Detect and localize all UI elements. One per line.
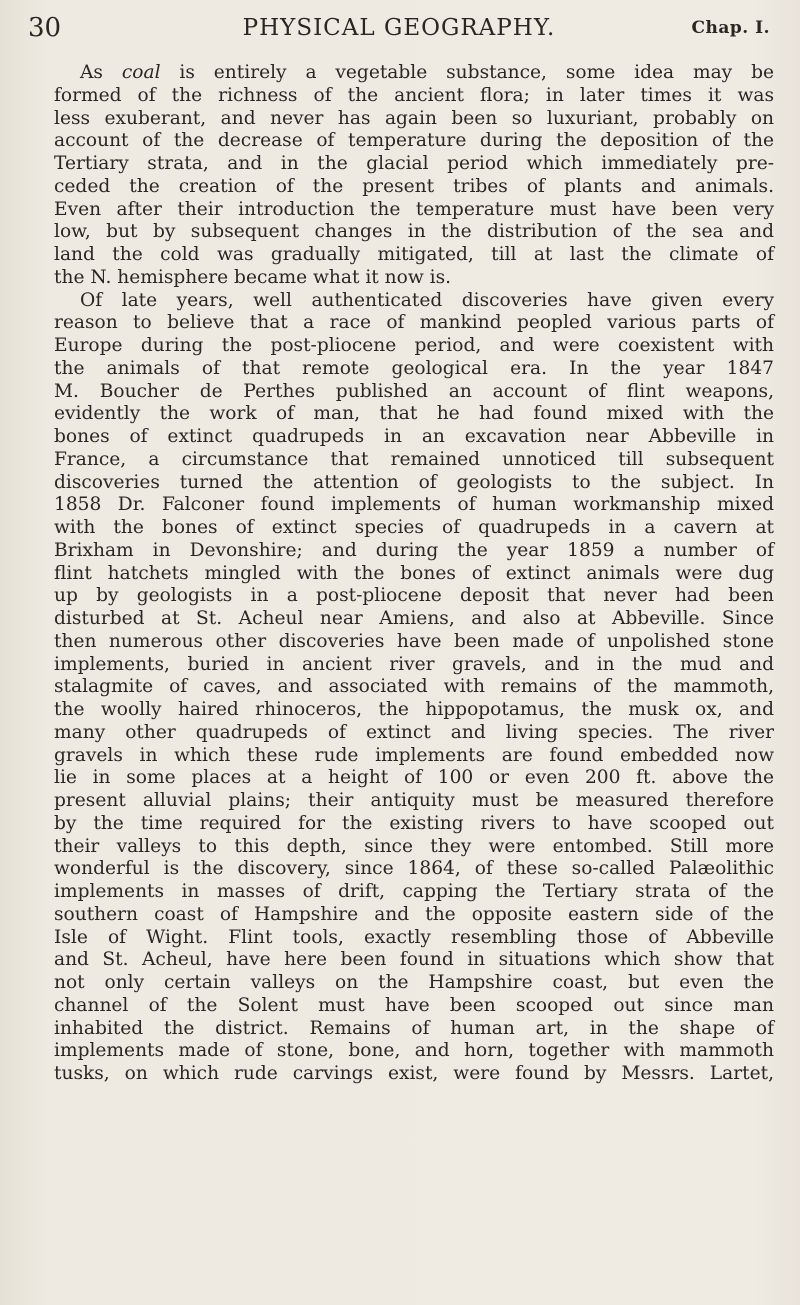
text-line: As coal is entirely a vegetable substance, some idea may be <box>80 62 774 83</box>
text-line: implements made of stone, bone, and horn, together with mammoth <box>54 1040 774 1062</box>
running-title: PHYSICAL GEOGRAPHY. <box>242 15 556 41</box>
text-line: lie in some places at a height of 100 or even 200 ft. above the <box>54 767 774 789</box>
text-line: reason to believe that a race of mankind peopled various parts of <box>54 312 774 334</box>
text-line: their valleys to this depth, since they were entombed. Still more <box>54 835 774 857</box>
text-line: and St. Acheul, have here been found in situations which show that <box>54 949 774 971</box>
text-line: discoveries turned the attention of geologists to the subject. In <box>54 471 774 493</box>
text-line: ceded the creation of the present tribes of plants and animals. <box>54 175 774 197</box>
text-line: many other quadrupeds of extinct and living species. The river <box>54 721 774 743</box>
text-line: Europe during the post-pliocene period, and were coexistent with <box>54 335 774 356</box>
text-line: stalagmite of caves, and associated with remains of the mammoth, <box>54 676 774 698</box>
text-line: less exuberant, and never has again been so luxuriant, probably on <box>54 107 774 129</box>
text-line: account of the decrease of temperature during the deposition of the <box>54 130 774 152</box>
text-line: bones of extinct quadrupeds in an excavation near Abbeville in <box>54 426 774 447</box>
text-line: evidently the work of man, that he had found mixed with the <box>54 403 774 425</box>
text-line: present alluvial plains; their antiquity must be measured therefore <box>54 790 774 811</box>
text-line: not only certain valleys on the Hampshire coast, but even the <box>54 972 774 993</box>
text-line: then numerous other discoveries have been made of unpolished stone <box>54 630 774 652</box>
page-number: 30 <box>28 13 62 43</box>
text-line: implements, buried in ancient river gravels, and in the mud and <box>54 653 774 675</box>
text-line: by the time required for the existing rivers to have scooped out <box>54 812 774 834</box>
text-line: southern coast of Hampshire and the opposite eastern side of the <box>54 903 774 925</box>
text-line: Even after their introduction the temperature must have been very <box>54 198 774 220</box>
text-line: low, but by subsequent changes in the distribution of the sea and <box>54 221 774 243</box>
text-line: M. Boucher de Perthes published an account of flint weapons, <box>54 380 774 402</box>
text-line: Tertiary strata, and in the glacial period which immediately pre- <box>54 153 774 174</box>
text-line: Brixham in Devonshire; and during the year 1859 a number of <box>54 539 774 561</box>
text-line: tusks, on which rude carvings exist, were found by Messrs. Lartet, <box>54 1063 774 1084</box>
text-line: France, a circumstance that remained unnoticed till subsequent <box>54 448 774 470</box>
text-line: Of late years, well authenticated discoveries have given every <box>80 289 774 311</box>
text-line: formed of the richness of the ancient flora; in later times it was <box>54 84 774 106</box>
text-line: with the bones of extinct species of quadrupeds in a cavern at <box>54 517 774 538</box>
text-line: inhabited the district. Remains of human art, in the shape of <box>54 1017 774 1039</box>
chapter-label: Chap. I. <box>691 18 770 38</box>
text-line: land the cold was gradually mitigated, till at last the climate of <box>54 244 774 265</box>
text-line: the woolly haired rhinoceros, the hippopotamus, the musk ox, and <box>54 699 774 720</box>
text-line: up by geologists in a post-pliocene deposit that never had been <box>54 585 774 607</box>
text-line: implements in masses of drift, capping the Tertiary strata of the <box>54 881 774 902</box>
text-line: disturbed at St. Acheul near Amiens, and also at Abbeville. Since <box>54 608 774 629</box>
page-header <box>28 8 770 48</box>
text-line: gravels in which these rude implements are found embedded now <box>54 744 774 766</box>
text-line: channel of the Solent must have been scooped out since man <box>54 994 774 1016</box>
text-line: the animals of that remote geological era. In the year 1847 <box>54 357 774 379</box>
text-line: the N. hemisphere became what it now is. <box>54 266 452 288</box>
body-text <box>54 62 774 1086</box>
text-line: flint hatchets mingled with the bones of extinct animals were dug <box>54 562 774 584</box>
text-line: Isle of Wight. Flint tools, exactly resembling those of Abbeville <box>54 926 774 948</box>
text-line: 1858 Dr. Falconer found implements of human workmanship mixed <box>54 494 774 516</box>
text-line: wonderful is the discovery, since 1864, of these so-called Palæolithic <box>54 858 774 880</box>
